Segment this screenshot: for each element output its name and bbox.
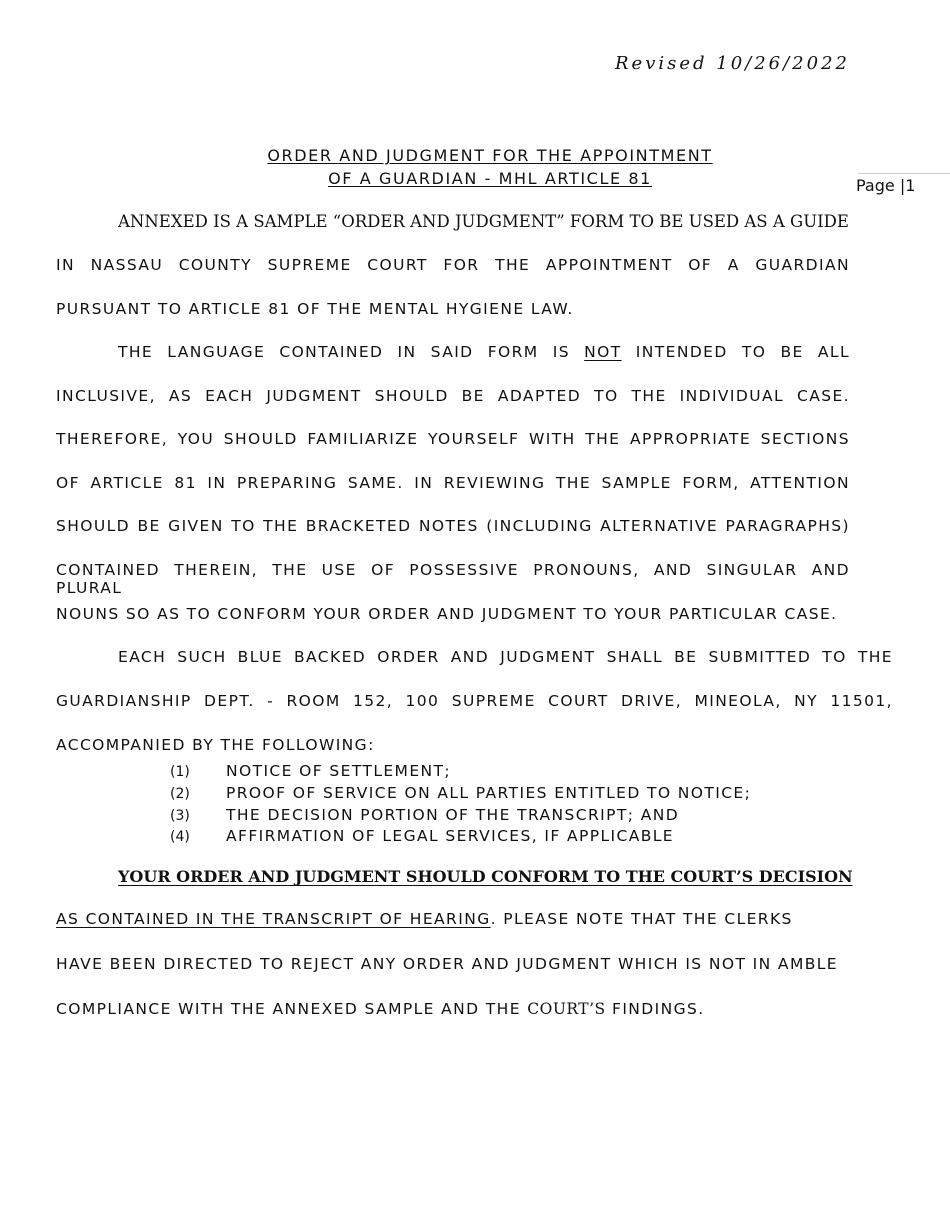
para4-line4-end: FINDINGS. — [612, 1000, 705, 1018]
list-item-text: PROOF OF SERVICE ON ALL PARTIES ENTITLED TO NOTICE; — [226, 784, 752, 802]
underlined-transcript-phrase: AS CONTAINED IN THE TRANSCRIPT OF HEARING — [56, 910, 491, 928]
para1-line1: ANNEXED IS A SAMPLE “ORDER AND JUDGMENT” FORM TO BE USED AS A GUIDE — [118, 212, 849, 231]
para2-line7: NOUNS SO AS TO CONFORM YOUR ORDER AND JUDGMENT TO YOUR PARTICULAR CASE. — [56, 605, 838, 623]
document-title-line-1: ORDER AND JUDGMENT FOR THE APPOINTMENT — [267, 146, 713, 165]
para2-line1 — [118, 343, 850, 361]
list-item — [170, 827, 674, 845]
para4-line2 — [56, 910, 850, 928]
courts-word: COURT’S — [527, 1000, 606, 1018]
list-item — [170, 806, 679, 824]
para1-line2: IN NASSAU COUNTY SUPREME COURT FOR THE APPOINTMENT OF A GUARDIAN — [56, 256, 850, 274]
para4-line3: HAVE BEEN DIRECTED TO REJECT ANY ORDER AND JUDGMENT WHICH IS NOT IN AMBLE — [56, 955, 838, 973]
list-item-text: AFFIRMATION OF LEGAL SERVICES, IF APPLICABLE — [226, 827, 675, 845]
para2-line1-end: INTENDED TO BE ALL — [635, 343, 851, 361]
para4-line4 — [56, 1000, 850, 1018]
para2-line3: THEREFORE, YOU SHOULD FAMILIARIZE YOURSELF WITH THE APPROPRIATE SECTIONS — [56, 430, 850, 448]
para3-line2: GUARDIANSHIP DEPT. - ROOM 152, 100 SUPREME COURT DRIVE, MINEOLA, NY 11501, — [56, 692, 893, 710]
revised-date: Revised 10/26/2022 — [614, 53, 850, 74]
para3-line3: ACCOMPANIED BY THE FOLLOWING: — [56, 736, 375, 754]
list-item-number: (2) — [170, 786, 190, 802]
list-item-number: (1) — [170, 764, 190, 780]
list-item — [170, 784, 751, 802]
list-item-text: THE DECISION PORTION OF THE TRANSCRIPT; AND — [226, 806, 680, 824]
para2-line5: SHOULD BE GIVEN TO THE BRACKETED NOTES (INCLUDING ALTERNATIVE PARAGRAPHS) — [56, 517, 850, 535]
emphasis-not: NOT — [584, 343, 622, 361]
para4-line2-rest: . PLEASE NOTE THAT THE CLERKS — [490, 910, 793, 928]
list-item-text: NOTICE OF SETTLEMENT; — [226, 762, 451, 780]
list-item-number: (3) — [170, 808, 190, 824]
para3-line1: EACH SUCH BLUE BACKED ORDER AND JUDGMENT SHALL BE SUBMITTED TO THE — [118, 648, 893, 666]
para4-line4-start: COMPLIANCE WITH THE ANNEXED SAMPLE AND THE — [56, 1000, 521, 1018]
para2-line4: OF ARTICLE 81 IN PREPARING SAME. IN REVIEWING THE SAMPLE FORM, ATTENTION — [56, 474, 850, 492]
list-item — [170, 762, 451, 780]
para1-line3: PURSUANT TO ARTICLE 81 OF THE MENTAL HYGIENE LAW. — [56, 300, 574, 318]
list-item-number: (4) — [170, 829, 190, 845]
para4-line1-bold: YOUR ORDER AND JUDGMENT SHOULD CONFORM TO THE COURT’S DECISION — [118, 867, 853, 886]
para2-line1-start: THE LANGUAGE CONTAINED IN SAID FORM IS — [118, 343, 570, 361]
para2-line2: INCLUSIVE, AS EACH JUDGMENT SHOULD BE ADAPTED TO THE INDIVIDUAL CASE. — [56, 387, 850, 405]
document-title-line-2: OF A GUARDIAN - MHL ARTICLE 81 — [328, 169, 652, 188]
page-number: Page |1 — [856, 176, 916, 195]
para2-line6: CONTAINED THEREIN, THE USE OF POSSESSIVE PRONOUNS, AND SINGULAR AND PLURAL — [56, 561, 850, 597]
